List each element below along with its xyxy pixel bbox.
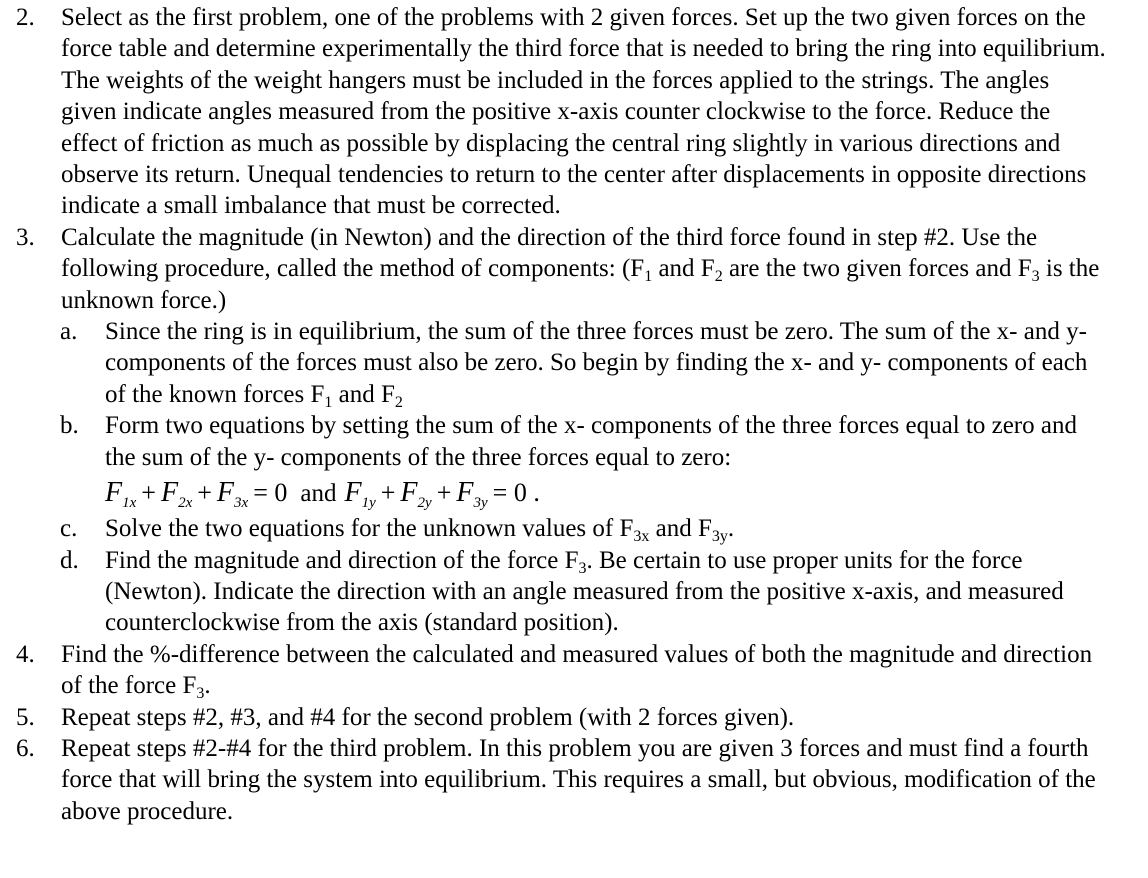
step-3 [0, 222, 1148, 316]
step-2 [0, 2, 1148, 222]
substep-text: Find the magnitude and direction of the force $F_3$. Be certain to use proper units for the force (Newton). Indicate the direction with an angle measured from the positive x-axis, and measured counterclockwise from the axis (standard position). [105, 546, 1064, 637]
substep-text: Since the ring is in equilibrium, the sum of the three forces must be zero. The sum of the x- and y- components of the forces must also be zero. So begin by finding the x- and y- components of each of the known forces $F_1$ and $F_2$ [105, 318, 1088, 411]
step-3a [0, 316, 1148, 410]
step-text: Calculate the magnitude (in Newton) and the direction of the third force found in step #2. Use the following procedure, called the method of components: ($F_1$ and $F_2$ are the two given forces and $F_3$ is the unknown force.) [61, 223, 1100, 314]
step-number: 2. [16, 4, 35, 31]
substep-text: Solve the two equations for the unknown values of $F_{3x}$ and $F_{3y}$. [105, 515, 735, 546]
step-number: 5. [16, 703, 35, 731]
step-number: 3. [16, 223, 35, 251]
equilibrium-equation [0, 473, 1148, 513]
substep-letter: c. [60, 515, 78, 543]
step-3c [0, 513, 1148, 544]
step-4 [0, 639, 1148, 702]
step-5 [0, 702, 1148, 733]
step-number: 4. [16, 640, 35, 668]
substep-text: Form two equations by setting the sum of the x- components of the three forces equal to zero and the sum of the y- components of the three forces equal to zero: [105, 412, 1077, 471]
substep-letter: d. [60, 546, 79, 574]
step-3d [0, 545, 1148, 639]
substep-letter: a. [60, 318, 78, 346]
equation-formula: $F_{1x} + F_{2x} + F_{3x} = 0$ and $F_{1y} + F_{2y} + F_{3y} = 0$ . [105, 477, 540, 512]
step-number: 6. [16, 734, 35, 762]
step-text: Repeat steps #2, #3, and #4 for the second problem (with 2 forces given). [61, 703, 795, 731]
step-text: Find the %-difference between the calculated and measured values of both the magnitude and direction of the force $F_3$. [61, 640, 1093, 703]
step-3b [0, 410, 1148, 473]
step-6 [0, 733, 1148, 827]
instructions-document [0, 2, 1148, 827]
step-text: Select as the first problem, one of the problems with 2 given forces. Set up the two given forces on the force table and determine experimentally the third force that is needed to bring the ring into equilibrium. The weights of the weight hangers must be included in the forces applied to the strings. The angles given indicate angles measured from the positive x-axis counter clockwise to the force. Reduce the effect of friction as much as possible by displacing the central ring slightly in various directions and observe its return. Unequal tendencies to return to the center after displacements in opposite directions indicate a small imbalance that must be corrected. [61, 4, 1106, 220]
substep-letter: b. [60, 412, 79, 440]
step-text: Repeat steps #2-#4 for the third problem. In this problem you are given 3 forces and must find a fourth force that will bring the system into equilibrium. This requires a small, but obvious, modification of the above procedure. [61, 734, 1096, 825]
